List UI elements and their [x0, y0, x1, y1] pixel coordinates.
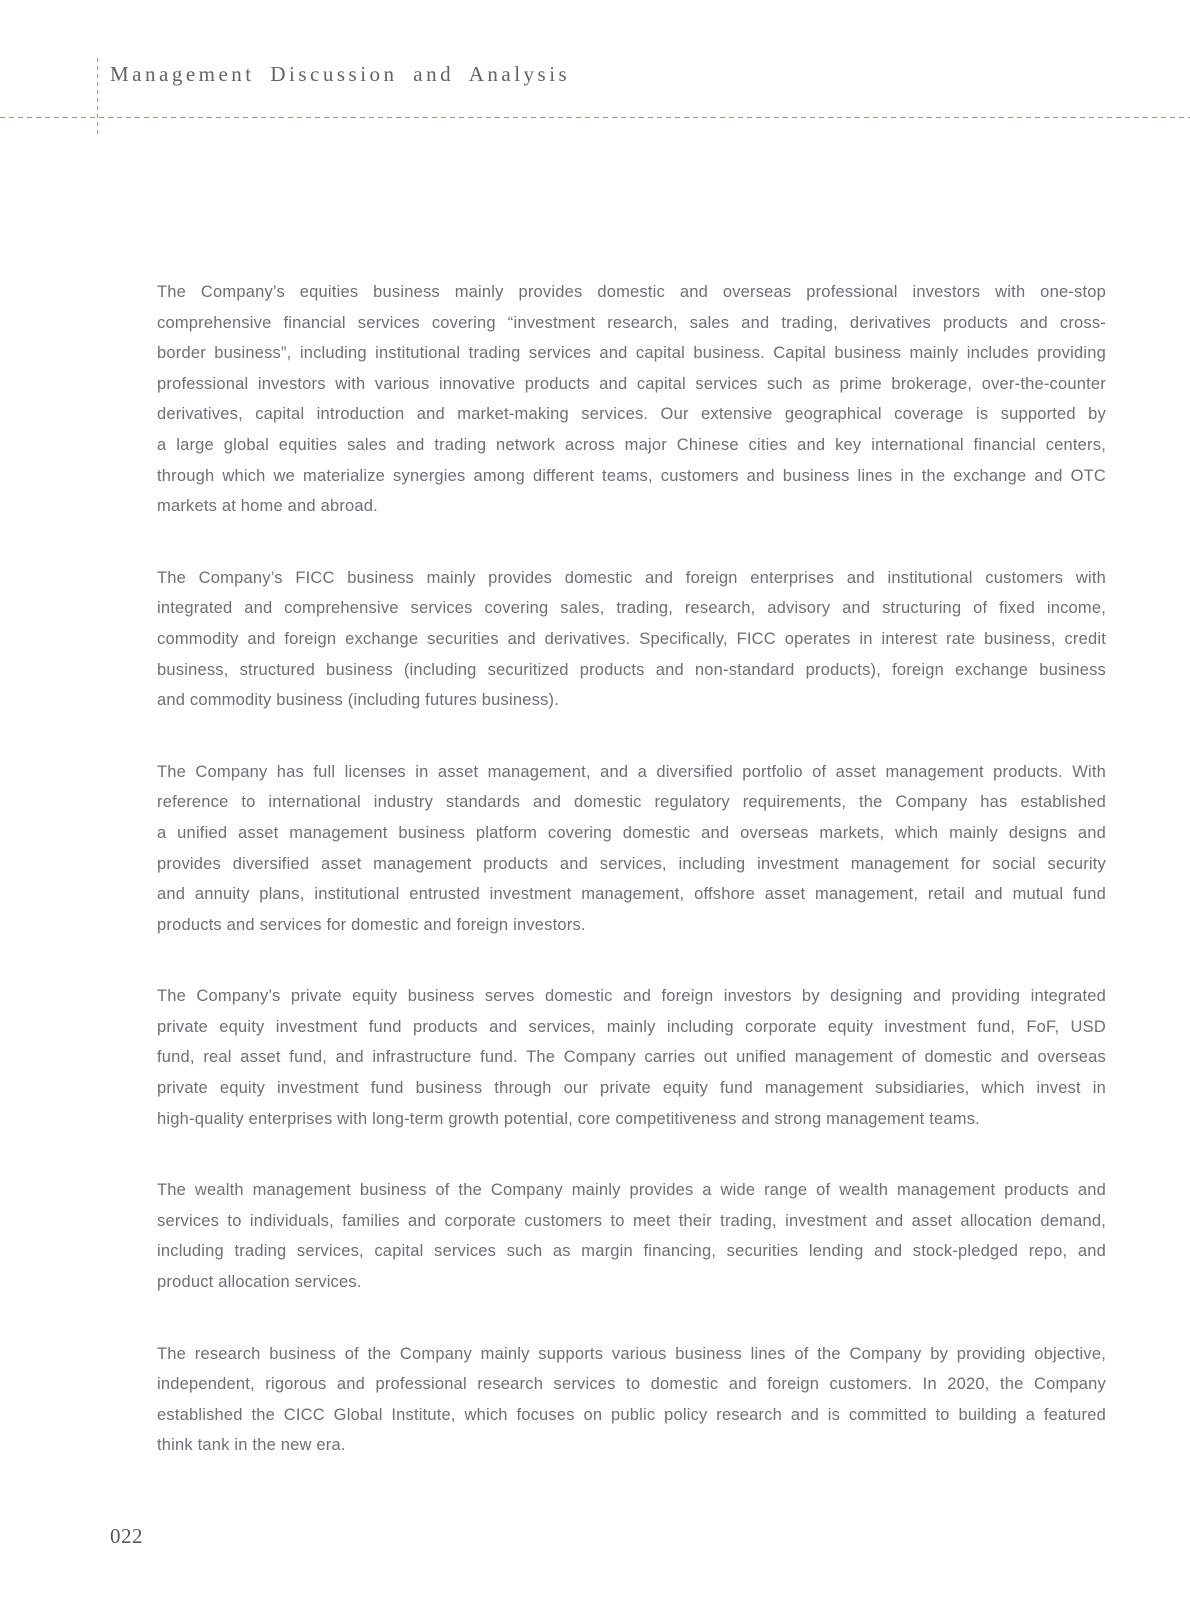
text-line: private equity investment fund business through our private equity fund management subsidiaries, which invest in [157, 1079, 1106, 1098]
paragraph-ficc-business [157, 563, 1106, 716]
text-line: and annuity plans, institutional entrusted investment management, offshore asset management, retail and mutual fund [157, 885, 1106, 904]
text-line: and commodity business (including futures business). [157, 691, 560, 710]
text-line: markets at home and abroad. [157, 497, 378, 516]
page-title: Management Discussion and Analysis [110, 62, 571, 86]
text-line: established the CICC Global Institute, which focuses on public policy research and is committed to building a featured [157, 1405, 1106, 1424]
text-line: reference to international industry standards and domestic regulatory requirements, the Company has established [157, 793, 1106, 812]
paragraph-wealth-management [157, 1175, 1106, 1297]
text-line: think tank in the new era. [157, 1436, 346, 1455]
paragraph-equities-business [157, 277, 1106, 522]
text-line: high-quality enterprises with long-term growth potential, core competitiveness and strong management teams. [157, 1109, 980, 1128]
text-line: through which we materialize synergies among different teams, customers and business lines in the exchange and OTC [157, 466, 1106, 485]
text-line: a unified asset management business platform covering domestic and overseas markets, which mainly designs and [157, 823, 1106, 842]
text-line: fund, real asset fund, and infrastructure fund. The Company carries out unified management of domestic and overseas [157, 1048, 1106, 1067]
text-line: The Company has full licenses in asset management, and a diversified portfolio of asset management products. With [157, 762, 1106, 781]
text-line: business, structured business (including securitized products and non-standard products), foreign exchange business [157, 660, 1106, 679]
body-text [157, 277, 1106, 1461]
text-line: border business”, including institutional trading services and capital business. Capital business mainly includes providing [157, 344, 1106, 363]
text-line: comprehensive financial services covering “investment research, sales and trading, derivatives products and cross- [157, 313, 1106, 332]
text-line: provides diversified asset management products and services, including investment management for social security [157, 854, 1106, 873]
paragraph-asset-management [157, 757, 1106, 941]
text-line: The wealth management business of the Company mainly provides a wide range of wealth management products and [157, 1181, 1106, 1200]
text-line: a large global equities sales and trading network across major Chinese cities and key international financial centers, [157, 435, 1106, 454]
text-line: professional investors with various innovative products and capital services such as prime brokerage, over-the-counter [157, 374, 1106, 393]
text-line: services to individuals, families and corporate customers to meet their trading, investment and asset allocation demand, [157, 1211, 1106, 1230]
text-line: independent, rigorous and professional research services to domestic and foreign customers. In 2020, the Company [157, 1375, 1106, 1394]
text-line: private equity investment fund products and services, mainly including corporate equity investment fund, FoF, USD [157, 1017, 1106, 1036]
page-number: 022 [110, 1524, 143, 1548]
text-line: products and services for domestic and foreign investors. [157, 915, 586, 934]
text-line: product allocation services. [157, 1273, 362, 1292]
text-line: The Company’s equities business mainly provides domestic and overseas professional investors with one-stop [157, 283, 1106, 301]
text-line: including trading services, capital services such as margin financing, securities lending and stock-pledged repo, and [157, 1242, 1106, 1261]
header-horizontal-dashed-line [0, 117, 1190, 118]
paragraph-research-business [157, 1339, 1106, 1461]
text-line: commodity and foreign exchange securities and derivatives. Specifically, FICC operates in interest rate business, credit [157, 629, 1106, 648]
text-line: derivatives, capital introduction and market-making services. Our extensive geographical coverage is supported by [157, 405, 1106, 424]
paragraph-private-equity [157, 981, 1106, 1134]
text-line: The research business of the Company mainly supports various business lines of the Company by providing objective, [157, 1344, 1106, 1363]
text-line: integrated and comprehensive services covering sales, trading, research, advisory and structuring of fixed income, [157, 599, 1106, 618]
header-vertical-dashed-line [97, 58, 98, 136]
text-line: The Company’s private equity business serves domestic and foreign investors by designing and providing integrated [157, 987, 1106, 1006]
text-line: The Company’s FICC business mainly provides domestic and foreign enterprises and institutional customers with [157, 568, 1106, 587]
